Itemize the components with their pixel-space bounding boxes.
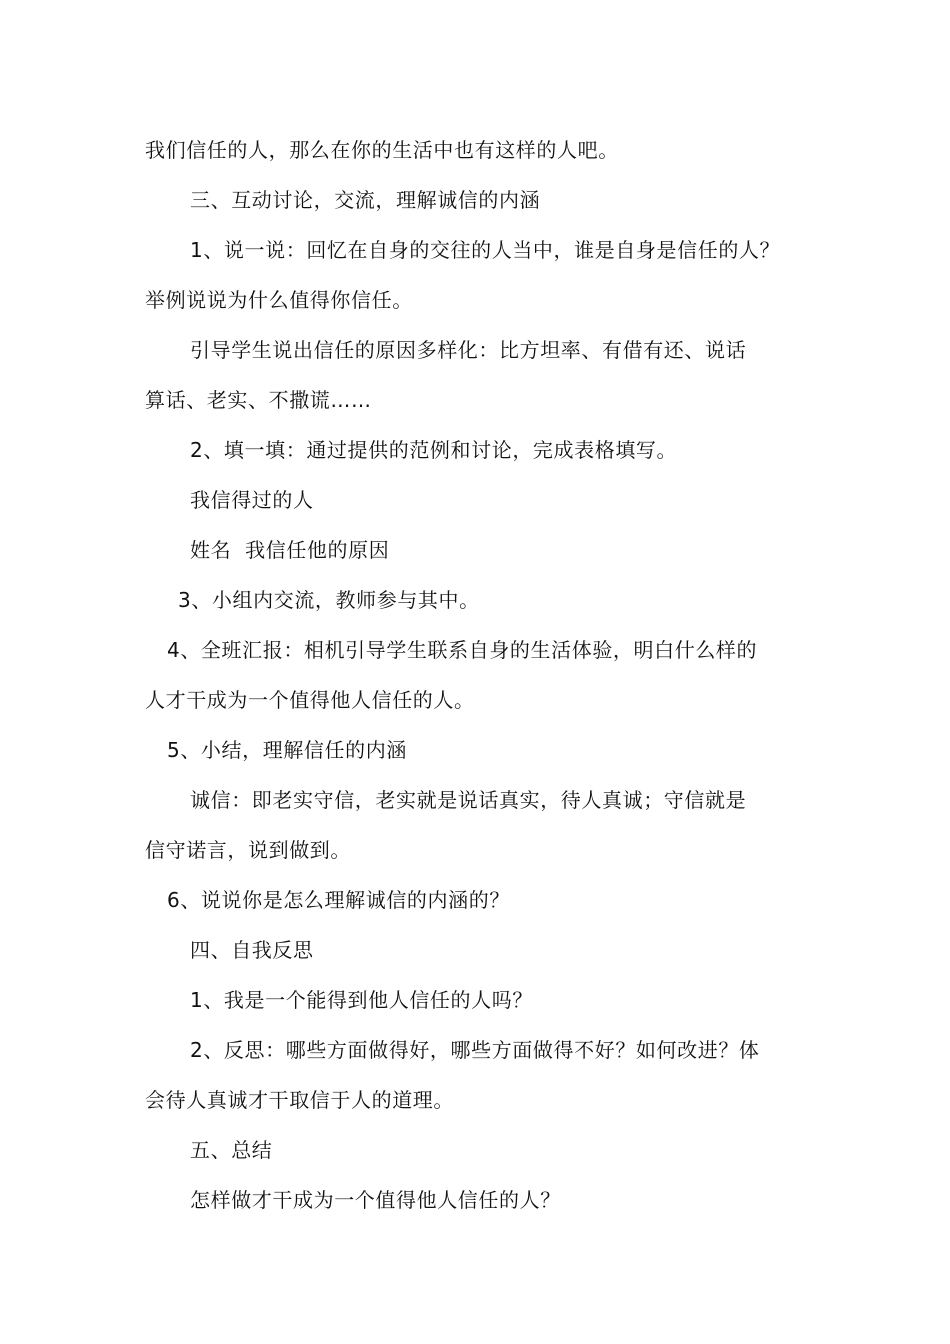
text-line: 举例说说为什么值得你信任。 (145, 288, 413, 312)
section-heading: 三、互动讨论，交流，理解诚信的内涵 (190, 188, 541, 212)
text-line: 5、小结，理解信任的内涵 (167, 738, 407, 762)
text-line: 4、全班汇报：相机引导学生联系自身的生活体验，明白什么样的 (167, 638, 758, 662)
text-line: 引导学生说出信任的原因多样化：比方坦率、有借有还、说话 (190, 338, 747, 362)
text-line: 算话、老实、不撒谎…… (145, 388, 372, 412)
section-heading: 四、自我反思 (190, 938, 314, 962)
text-line: 2、反思：哪些方面做得好，哪些方面做得不好？如何改进？体 (190, 1038, 760, 1062)
text-line: 我们信任的人，那么在你的生活中也有这样的人吧。 (145, 138, 619, 162)
text-line: 2、填一填：通过提供的范例和讨论，完成表格填写。 (190, 438, 678, 462)
text-line: 怎样做才干成为一个值得他人信任的人？ (190, 1188, 561, 1212)
section-heading: 五、总结 (190, 1138, 273, 1162)
text-line: 会待人真诚才干取信于人的道理。 (145, 1088, 454, 1112)
text-line: 1、说一说：回忆在自身的交往的人当中，谁是自身是信任的人？ (190, 238, 781, 262)
text-line: 信守诺言，说到做到。 (145, 838, 351, 862)
text-line: 1、我是一个能得到他人信任的人吗？ (190, 988, 533, 1012)
text-line: 诚信：即老实守信，老实就是说话真实，待人真诚；守信就是 (190, 788, 747, 812)
text-line: 人才干成为一个值得他人信任的人。 (145, 688, 475, 712)
table-title: 我信得过的人 (190, 488, 314, 512)
text-line: 3、小组内交流，教师参与其中。 (178, 588, 480, 612)
table-header: 姓名 我信任他的原因 (190, 538, 390, 562)
text-line: 6、说说你是怎么理解诚信的内涵的？ (167, 888, 510, 912)
